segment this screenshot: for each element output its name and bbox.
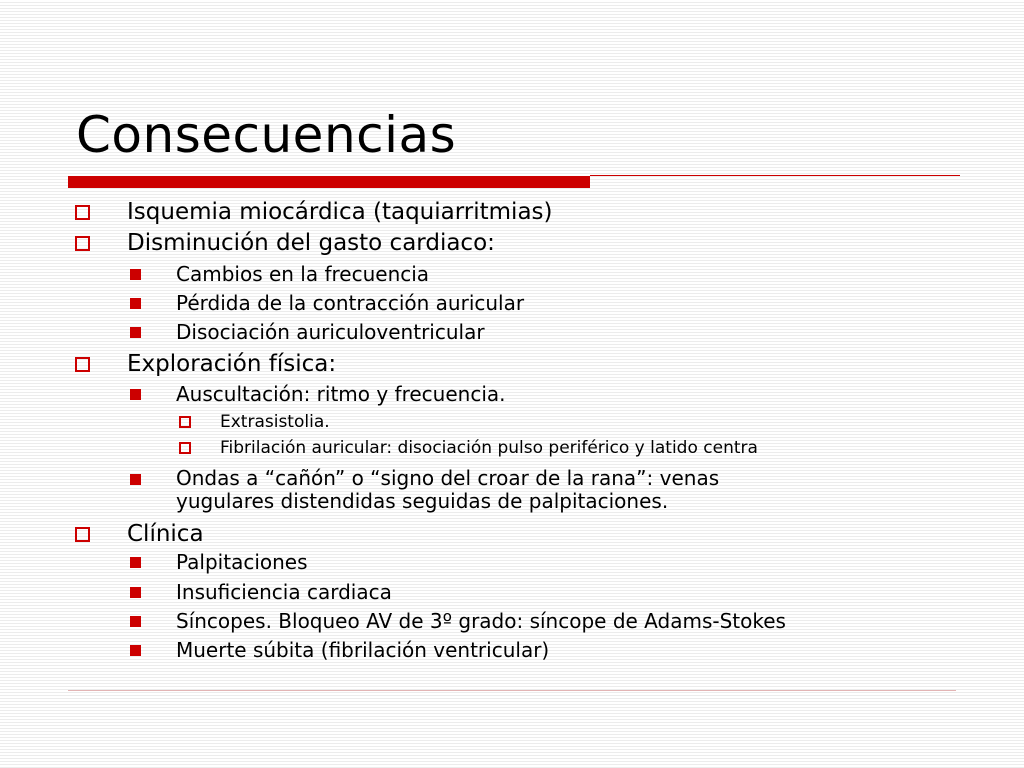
list-item-level2: Cambios en la frecuencia [176,262,430,286]
list-item-level2: Pérdida de la contracción auricular [176,291,525,315]
solid-square-bullet-icon [130,645,141,656]
solid-square-bullet-icon [130,557,141,568]
solid-square-bullet-icon [130,327,141,338]
solid-square-bullet-icon [130,474,141,485]
solid-square-bullet-icon [130,587,141,598]
list-item-level1: Disminución del gasto cardiaco: [127,230,495,256]
hollow-square-bullet-icon [179,416,191,428]
hollow-square-bullet-icon [75,357,90,372]
solid-square-bullet-icon [130,298,141,309]
list-item-level2: Palpitaciones [176,550,308,574]
list-item-level1: Exploración física: [127,351,337,377]
list-item-level2: Síncopes. Bloqueo AV de 3º grado: síncope de Adams-Stokes [176,609,786,633]
list-item-level1: Isquemia miocárdica (taquiarritmias) [127,199,553,225]
hollow-square-bullet-icon [75,205,90,220]
list-item-level2: Disociación auriculoventricular [176,320,485,344]
hollow-square-bullet-icon [75,236,90,251]
slide-title: Consecuencias [76,106,457,164]
list-item-level3: Fibrilación auricular: disociación pulso periférico y latido centra [220,438,758,458]
list-item-level1: Clínica [127,521,204,547]
list-item-level2: Muerte súbita (fibrilación ventricular) [176,638,550,662]
solid-square-bullet-icon [130,389,141,400]
list-item-level3: Extrasistolia. [220,412,330,432]
solid-square-bullet-icon [130,616,141,627]
hollow-square-bullet-icon [75,527,90,542]
footer-divider [68,690,956,691]
list-item-level2-continuation: yugulares distendidas seguidas de palpitaciones. [176,489,669,513]
list-item-level2: Insuficiencia cardiaca [176,580,392,604]
solid-square-bullet-icon [130,269,141,280]
list-item-level2: Ondas a “cañón” o “signo del croar de la rana”: venas [176,466,720,490]
hollow-square-bullet-icon [179,442,191,454]
list-item-level2: Auscultación: ritmo y frecuencia. [176,382,506,406]
